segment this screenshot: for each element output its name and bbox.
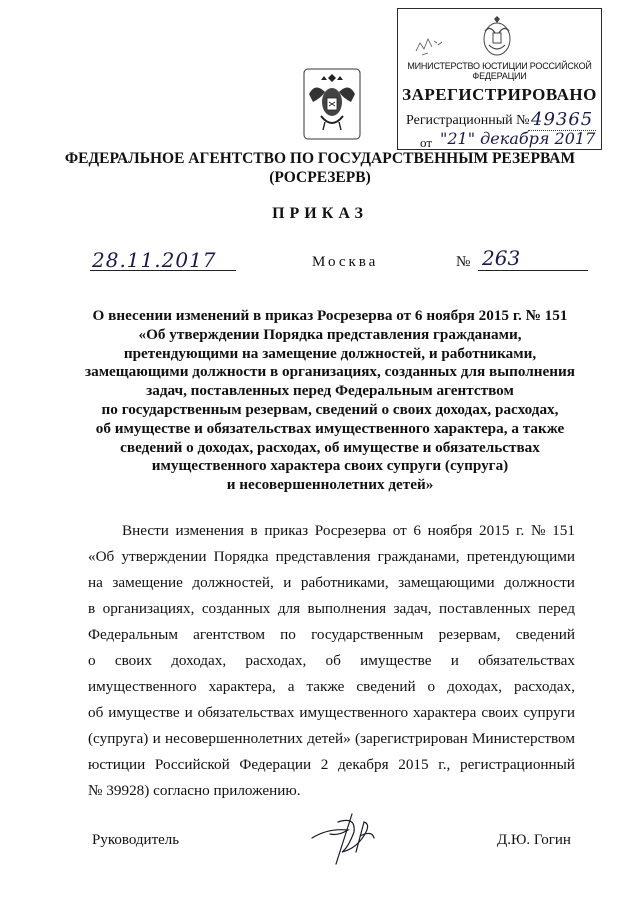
order-number: 263 [482,246,521,270]
body-word: должностей, [192,574,274,591]
subject-line: О внесении изменений в приказ Росрезерва от 6 ноября 2015 г. № 151 [92,307,568,324]
body-word: декабря [337,756,389,773]
stamp-ministry-name: МИНИСТЕРСТВО ЮСТИЦИИ РОССИЙСКОЙ ФЕДЕРАЦИИ [407,61,592,81]
subject-line: замещающими должности в организациях, созданных для выполнения [85,363,575,381]
stamp-scribble-icon [412,29,452,59]
body-line [88,700,575,726]
body-word: «Об [88,548,115,565]
subject-line: имущественного характера своих супруги (супруга) [151,457,509,475]
body-word: 6 [413,522,422,539]
body-word: и [184,704,193,721]
subject-line: по государственным резервам, сведений о своих доходах, расходах, [101,400,559,418]
body-word: приказ [264,522,309,539]
stamp-eagle-emblem-icon [480,15,514,59]
body-word: доходах, [171,652,227,669]
body-word: доходах, [447,678,503,695]
body-word: работниками, [300,574,389,591]
body-word: имуществе [360,652,432,669]
body-word: выполнения [307,600,387,617]
body-word: имущественного [88,678,197,695]
body-word: о [427,678,436,695]
body-word: Порядка [213,548,269,565]
body-line [88,596,575,622]
subject-line: задач, поставленных перед Федеральным агентством [146,382,514,400]
body-word: супруги [523,704,575,721]
body-word: Российской [154,756,230,773]
body-word: изменения [175,522,244,539]
subject-line: «Об утверждении Порядка представления гражданами, [138,325,522,343]
agency-name [0,149,640,187]
body-word: задач, [393,600,432,617]
agency-line-1: ФЕДЕРАЛЬНОЕ АГЕНТСТВО ПО ГОСУДАРСТВЕННЫМ РЕЗЕРВАМ [64,150,576,167]
body-line [88,570,575,596]
body-line [88,622,575,648]
body-word: характера, [208,678,276,695]
body-line [88,726,575,752]
body-word: должности [504,574,575,591]
body-word: № [531,522,546,539]
body-word: Росрезерва [314,522,387,539]
body-word: Федеральным [88,626,178,643]
body-word: обязательствах [197,704,295,721]
body-word: характера [413,704,477,721]
body-word: 2015 [479,522,510,539]
body-word: также [306,678,345,695]
russian-coat-of-arms-icon [303,68,361,140]
body-word: Федерации [239,756,312,773]
order-subject [80,307,580,495]
body-word: расходах, [514,678,575,695]
signer-name: Д.Ю. Гогин [497,832,571,848]
body-word: регистрационный [459,756,575,773]
body-line: № 39928) согласно приложению. [88,782,301,799]
handwritten-signature [308,808,378,870]
body-word: на [88,574,103,591]
body-word: имуществе [108,704,180,721]
order-date: 28.11.2017 [92,248,217,272]
body-word: г., [438,756,451,773]
body-word: (зарегистрирован [354,730,468,747]
body-word: юстиции [88,756,146,773]
body-word: об [325,652,341,669]
body-word: от [392,522,407,539]
body-line [88,518,575,544]
body-word: и [152,730,161,747]
date-underline [90,270,236,271]
body-word: несовершеннолетних [164,730,303,747]
stamp-registered-label: ЗАРЕГИСТРИРОВАНО [402,85,597,104]
body-word: а [287,678,295,695]
signer-role: Руководитель [92,832,180,848]
subject-line: претендующими на замещение должностей, и работниками, [123,344,537,362]
body-word: о [88,652,96,669]
body-word: сведений [356,678,416,695]
body-word: по [280,626,296,643]
body-word: детей» [307,730,351,747]
body-word: своих [114,652,152,669]
number-underline [478,270,588,271]
subject-line: сведений о доходах, расходах, об имуществе и обязательствах [120,438,540,456]
body-word: государственным [311,626,424,643]
body-word: замещающими [398,574,495,591]
body-word: 2 [320,756,329,773]
body-line [88,648,575,674]
body-word: и [283,574,292,591]
subject-line: и несовершеннолетних детей» [226,476,434,494]
body-word: Внести [122,522,169,539]
order-title: ПРИКАЗ [272,205,368,222]
body-word: 151 [552,522,575,539]
body-word: расходах, [245,652,307,669]
body-word: своих [481,704,519,721]
body-word: представления [275,548,371,565]
body-word: резервам, [438,626,501,643]
body-word: гражданами, [377,548,460,565]
order-body [88,518,575,804]
body-word: ноября [427,522,473,539]
body-word: утверждении [121,548,207,565]
body-line [88,544,575,570]
body-word: созданных [201,600,271,617]
stamp-regnum-label: Регистрационный № [406,113,530,128]
body-word: для [277,600,301,617]
agency-line-2: (РОСРЕЗЕРВ) [269,169,371,186]
body-word: агентством [193,626,265,643]
order-city: Москва [312,254,379,270]
body-word: замещение [112,574,183,591]
body-line [88,752,575,778]
stamp-regnum-value: 49365 [531,109,594,130]
body-word: поставленных [439,600,531,617]
subject-line: об имуществе и обязательствах имущественного характера, а также [95,419,565,437]
registration-stamp [397,8,602,150]
body-word: сведений [515,626,575,643]
body-line [88,674,575,700]
order-number-label: № [456,254,471,270]
body-word: и [450,652,459,669]
stamp-from-value: "21" декабря 2017 [440,129,596,148]
body-word: в [88,600,96,617]
body-word: об [88,704,104,721]
stamp-from-label: от [420,135,433,150]
body-word: г. [516,522,525,539]
body-word: (супруга) [88,730,149,747]
body-word: в [250,522,258,539]
body-word: 2015 [398,756,429,773]
body-word: перед [538,600,575,617]
body-word: Министерством [472,730,575,747]
body-word: претендующими [466,548,575,565]
body-word: имущественного [299,704,409,721]
body-word: организациях, [102,600,195,617]
body-word: обязательствах [478,652,575,669]
